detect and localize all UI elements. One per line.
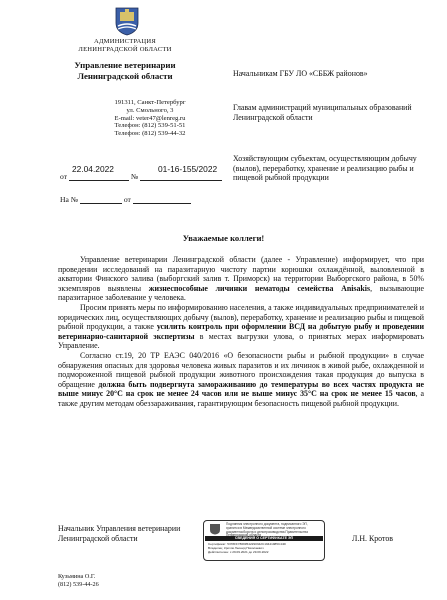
p3-bold: должна быть подвергнута замораживанию до температуры во всех частях продукта не выше минус 20°C на срок не менее 24 часов или не выше минус 35°C на срок не менее 15 часов bbox=[58, 379, 424, 399]
stamp-title: СВЕДЕНИЯ О СЕРТИФИКАТЕ ЭП bbox=[205, 536, 323, 541]
stamp-certificate: Сертификат: 5378FF78699542290342C19441985C44D bbox=[208, 542, 286, 546]
ref-number-line bbox=[80, 195, 122, 204]
paragraph-3 bbox=[58, 351, 424, 409]
organization-header bbox=[40, 38, 210, 81]
label-from: от bbox=[60, 172, 68, 181]
email: E-mail: veter47@lenreg.ru bbox=[114, 114, 186, 122]
recipient-3: Хозяйствующим субъектам, осуществляющим добычу (вылов), переработку, хранение и реализацию рыбы и пищевой рыбной продукции bbox=[233, 154, 417, 183]
p2-end: в местах выгрузки улова, о принятых мерах информировать Управление. bbox=[58, 331, 424, 351]
coat-of-arms-icon bbox=[114, 6, 140, 36]
body-text bbox=[58, 255, 424, 409]
signatory-title bbox=[58, 524, 208, 543]
stamp-valid: Действителен: с 29.09.2021 до 29.09.2022 bbox=[208, 549, 269, 554]
executor-name: Кузьмина О.Г. bbox=[58, 573, 96, 580]
p1-bold: жизнеспособные личинки нематоды семейства Anisakis bbox=[148, 283, 371, 293]
reference-row bbox=[60, 195, 191, 204]
stamp-owner: Владелец: Кротов Леонид Николаевич bbox=[208, 545, 264, 550]
reg-date: 22.04.2022 bbox=[72, 164, 114, 174]
label-from2: от bbox=[123, 195, 131, 204]
org-name-line2: Ленинградской области bbox=[77, 70, 173, 81]
fax: Телефон: (812) 539-44-32 bbox=[114, 130, 186, 138]
p3-text: Согласно ст.19, 20 ТР ЕАЭС 040/2016 «О безопасности рыбы и рыбной продукции» в случае обнаружения опасных для здоровья человека живых паразитов и их личинок в живой рыбе, охлажденной и подмороженной пищевой рыбной продукции животного происхождения такая продукция до выпуска в обращение bbox=[58, 350, 424, 389]
org-address bbox=[85, 99, 215, 138]
salutation: Уважаемые коллеги! bbox=[182, 233, 265, 243]
stamp-text: Подлинник электронного документа, подписанного ЭП, хранится в Межведомственной системе электронного документооборота и делопроизводства Правительства bbox=[226, 522, 308, 534]
paragraph-1 bbox=[58, 255, 424, 303]
paragraph-2 bbox=[58, 303, 424, 351]
p3-end: , а также другим методам обеззараживания, гарантирующим безопасность пищевой рыбной продукции. bbox=[58, 389, 424, 408]
org-name-line1: Управление ветеринарии bbox=[74, 60, 176, 70]
org-top-line2: ЛЕНИНГРАДСКОЙ ОБЛАСТИ bbox=[78, 46, 172, 53]
reg-number: 01-16-155/2022 bbox=[158, 164, 218, 174]
org-top-line1: АДМИНИСТРАЦИЯ bbox=[94, 38, 156, 45]
p2-text: Просим принять меры по информированию населения, а также индивидуальных предпринимателей и юридических лиц, осуществляющих добычу (вылов), переработку, хранение и реализацию рыбы и пищевой рыбной продукции, а также bbox=[58, 302, 424, 332]
coat-of-arms-small-icon bbox=[208, 523, 222, 535]
stamp-details bbox=[208, 543, 321, 555]
recipient-2: Главам администраций муниципальных образований Ленинградской области bbox=[233, 103, 412, 122]
address-line2: ул. Смольного, 3 bbox=[126, 106, 174, 114]
ref-date-line bbox=[133, 195, 191, 204]
executor bbox=[58, 573, 99, 588]
e-signature-stamp bbox=[203, 520, 325, 561]
address-line1: 191311, Санкт-Петербург bbox=[114, 99, 186, 106]
label-no: № bbox=[130, 172, 139, 181]
signatory-title-line1: Начальник Управления ветеринарии bbox=[58, 524, 181, 533]
p1-end: , вызывающие паразитарное заболевание у человека. bbox=[58, 283, 424, 303]
signatory-title-line2: Ленинградской области bbox=[58, 533, 138, 543]
executor-phone: (812) 539-44-26 bbox=[58, 580, 99, 588]
signatory-name: Л.Н. Кротов bbox=[352, 534, 394, 543]
label-on: На № bbox=[60, 195, 78, 204]
recipient-1: Начальникам ГБУ ЛО «СББЖ районов» bbox=[233, 69, 368, 78]
p2-bold: усилить контроль при оформлении ВСД на добытую рыбу и проведении ветеринарно-санитарной экспертизы bbox=[58, 322, 424, 341]
phone: Телефон: (812) 539-51-51 bbox=[114, 122, 186, 130]
p1-text: Управление ветеринарии Ленинградской области (далее - Управление) информирует, что при проведении исследований на паразитарную чистоту партии корюшки охлаждённой, выловленной в акватории Финского залива (выборгский залив т. Приморск) на территории Выборгского района, в 50% экземпляров выявлены bbox=[58, 255, 424, 293]
